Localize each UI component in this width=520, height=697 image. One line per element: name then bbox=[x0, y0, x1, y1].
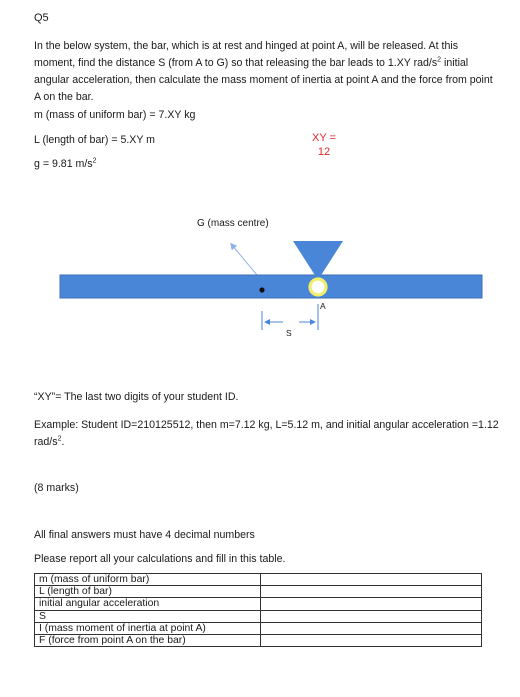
intro-text-start: In the below system, the bar, which is at rest and hinged at point A, will be released. At this moment, find the distance S (from A to G) so that releasing the bar leads to 1.XY rad/s bbox=[34, 40, 458, 69]
example-period: . bbox=[61, 436, 65, 448]
xy-note-label: XY = bbox=[312, 132, 336, 144]
row-label-force: F (force from point A on the bar) bbox=[39, 634, 186, 646]
mass-centre-dot bbox=[259, 287, 264, 292]
gravity-definition bbox=[34, 158, 97, 170]
answer-cell-length[interactable] bbox=[261, 586, 481, 598]
example-body: Example: Student ID=210125512, then m=7.12 kg, L=5.12 m, and initial angular acceleration =1.12 rad/s bbox=[34, 419, 499, 448]
row-label-distance: S bbox=[35, 611, 260, 623]
answer-cell-distance[interactable] bbox=[261, 611, 481, 623]
row-label-length: L (length of bar) bbox=[35, 586, 260, 598]
xy-note-value: 12 bbox=[317, 146, 331, 158]
answer-cell-acceleration[interactable] bbox=[261, 598, 481, 610]
marks-label: (8 marks) bbox=[34, 482, 79, 494]
bar-diagram bbox=[0, 210, 520, 360]
mass-definition: m (mass of uniform bar) = 7.XY kg bbox=[34, 109, 196, 121]
length-definition: L (length of bar) = 5.XY m bbox=[34, 134, 156, 146]
row-label-inertia: I (mass moment of inertia at point A) bbox=[35, 623, 260, 635]
example-text bbox=[34, 417, 504, 451]
answer-table-row bbox=[35, 574, 482, 647]
example-superscript: 2 bbox=[57, 435, 62, 443]
hinge-support-triangle bbox=[293, 241, 343, 280]
gravity-text: g = 9.81 m/s bbox=[34, 158, 93, 170]
answer-cell-mass[interactable] bbox=[261, 574, 481, 586]
answer-value-column bbox=[261, 574, 482, 647]
xy-definition: “XY”= The last two digits of your student ID. bbox=[34, 391, 239, 403]
answer-cell-force[interactable] bbox=[261, 635, 481, 646]
report-instruction: Please report all your calculations and fill in this table. bbox=[34, 553, 286, 565]
answer-table bbox=[34, 573, 482, 647]
distance-label: S bbox=[286, 328, 292, 338]
row-label-mass: m (mass of uniform bar) bbox=[35, 574, 260, 586]
intro-superscript: 2 bbox=[437, 56, 442, 64]
question-intro bbox=[34, 38, 496, 106]
uniform-bar bbox=[60, 275, 482, 298]
xy-note bbox=[304, 131, 344, 159]
intro-text-end: initial angular acceleration, then calculate the mass moment of inertia at point A and the force from point A on the bar. bbox=[34, 57, 493, 103]
precision-instruction: All final answers must have 4 decimal numbers bbox=[34, 529, 255, 541]
hinge-label: A bbox=[320, 301, 326, 311]
hinge-pin-ring bbox=[310, 279, 326, 295]
answer-label-column bbox=[35, 574, 261, 647]
gravity-superscript: 2 bbox=[92, 157, 97, 165]
row-label-acceleration: initial angular acceleration bbox=[35, 598, 260, 610]
answer-cell-inertia[interactable] bbox=[261, 623, 481, 635]
question-number: Q5 bbox=[34, 12, 49, 24]
mass-centre-label: G (mass centre) bbox=[197, 218, 269, 229]
